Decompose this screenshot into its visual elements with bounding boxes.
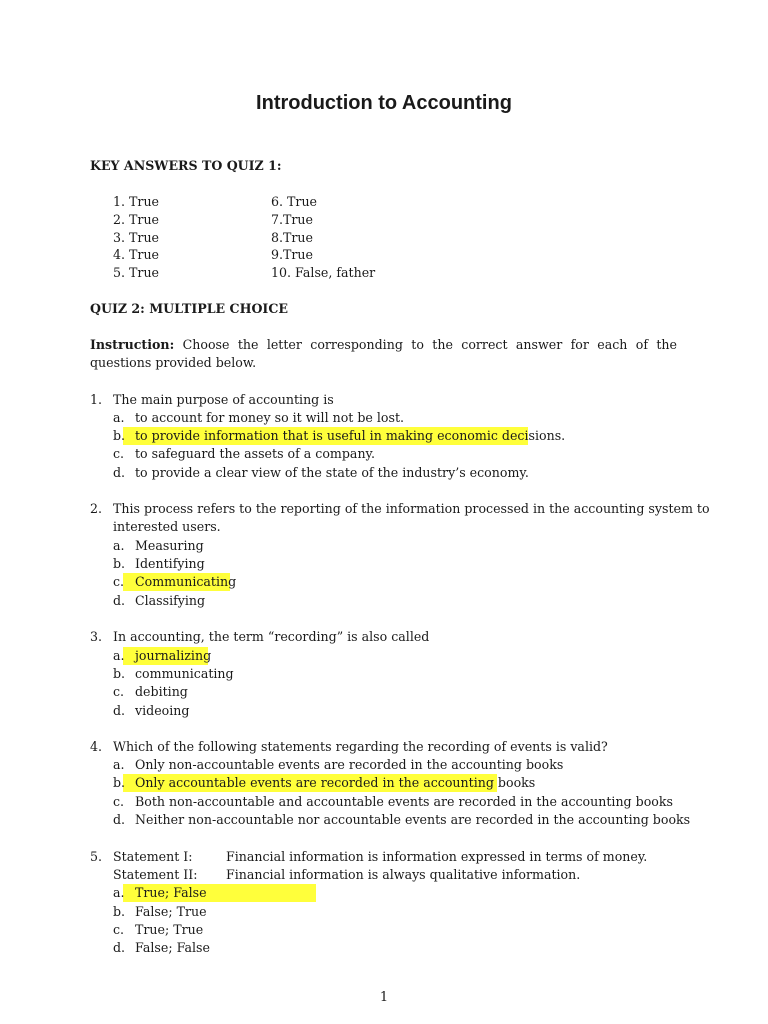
q3-option-b-letter: b.	[113, 666, 126, 681]
q4-option-c-letter: c.	[113, 794, 125, 809]
q5-option-a: True; False	[135, 885, 207, 900]
q2-option-b: Identifying	[135, 556, 205, 571]
q3-option-b: communicating	[135, 666, 234, 681]
q1-option-a-letter: a.	[113, 410, 125, 425]
q5-option-b: False; True	[135, 904, 207, 919]
key-answer-3: 3. True	[113, 230, 160, 245]
q3-option-c: debiting	[135, 684, 188, 699]
q4-option-d-letter: d.	[113, 812, 126, 827]
q4-option-a-letter: a.	[113, 757, 125, 772]
key-answer-5: 5. True	[113, 265, 160, 280]
instruction-paragraph	[90, 336, 677, 372]
key-answers-heading: KEY ANSWERS TO QUIZ 1:	[90, 158, 282, 173]
q5-option-a-letter: a.	[113, 885, 125, 900]
page-number: 1	[379, 990, 389, 1005]
key-answer-6: 6. True	[271, 194, 318, 209]
question-2-text-cont: interested users.	[113, 519, 221, 534]
q1-option-c: to safeguard the assets of a company.	[135, 446, 375, 461]
q5-option-b-letter: b.	[113, 904, 126, 919]
q2-option-d-letter: d.	[113, 593, 126, 608]
q1-option-d: to provide a clear view of the state of the industry’s economy.	[135, 465, 529, 480]
q5-option-d-letter: d.	[113, 940, 126, 955]
q1-option-b-letter: b.	[113, 428, 126, 443]
question-1-number: 1.	[90, 392, 103, 407]
key-answer-1: 1. True	[113, 194, 160, 209]
key-answer-8: 8.True	[271, 230, 313, 245]
q3-option-d: videoing	[135, 703, 190, 718]
q3-option-c-letter: c.	[113, 684, 125, 699]
question-5-number: 5.	[90, 849, 103, 864]
q5-option-c: True; True	[135, 922, 204, 937]
q1-option-c-letter: c.	[113, 446, 125, 461]
q4-option-d: Neither non-accountable nor accountable events are recorded in the accounting books	[135, 812, 691, 827]
key-answer-9: 9.True	[271, 247, 313, 262]
q2-option-c-letter: c.	[113, 574, 125, 589]
key-answer-10: 10. False, father	[271, 265, 376, 280]
question-2-text: This process refers to the reporting of the information processed in the accounting system to	[113, 501, 710, 516]
question-3-number: 3.	[90, 629, 103, 644]
q4-option-a: Only non-accountable events are recorded in the accounting books	[135, 757, 564, 772]
question-1-text: The main purpose of accounting is	[113, 392, 334, 407]
question-3-text: In accounting, the term “recording” is also called	[113, 629, 430, 644]
q1-option-d-letter: d.	[113, 465, 126, 480]
q2-option-d: Classifying	[135, 593, 206, 608]
q3-option-a: journalizing	[135, 648, 212, 663]
instruction-text: Choose the letter corresponding to the correct answer for each of the questions provided below.	[90, 337, 677, 370]
q5-option-c-letter: c.	[113, 922, 125, 937]
document-title: Introduction to Accounting	[256, 92, 512, 114]
quiz2-heading: QUIZ 2: MULTIPLE CHOICE	[90, 301, 288, 316]
statement-1-text: Financial information is information expressed in terms of money.	[226, 849, 648, 864]
q2-option-a: Measuring	[135, 538, 204, 553]
key-answer-2: 2. True	[113, 212, 160, 227]
q4-option-c: Both non-accountable and accountable events are recorded in the accounting books	[135, 794, 673, 809]
q4-option-b: Only accountable events are recorded in the accounting books	[135, 775, 536, 790]
statement-1-label: Statement I:	[113, 849, 193, 864]
question-2-number: 2.	[90, 501, 103, 516]
q3-option-a-letter: a.	[113, 648, 125, 663]
question-4-text: Which of the following statements regarding the recording of events is valid?	[113, 739, 608, 754]
question-4-number: 4.	[90, 739, 103, 754]
q3-option-d-letter: d.	[113, 703, 126, 718]
key-answer-7: 7.True	[271, 212, 313, 227]
q2-option-b-letter: b.	[113, 556, 126, 571]
q2-option-c: Communicating	[135, 574, 237, 589]
instruction-label: Instruction:	[90, 337, 175, 352]
statement-2-label: Statement II:	[113, 867, 198, 882]
q4-option-b-letter: b.	[113, 775, 126, 790]
q1-option-b: to provide information that is useful in making economic decisions.	[135, 428, 566, 443]
q5-option-d: False; False	[135, 940, 210, 955]
q1-option-a: to account for money so it will not be lost.	[135, 410, 405, 425]
key-answer-4: 4. True	[113, 247, 160, 262]
statement-2-text: Financial information is always qualitative information.	[226, 867, 581, 882]
q2-option-a-letter: a.	[113, 538, 125, 553]
